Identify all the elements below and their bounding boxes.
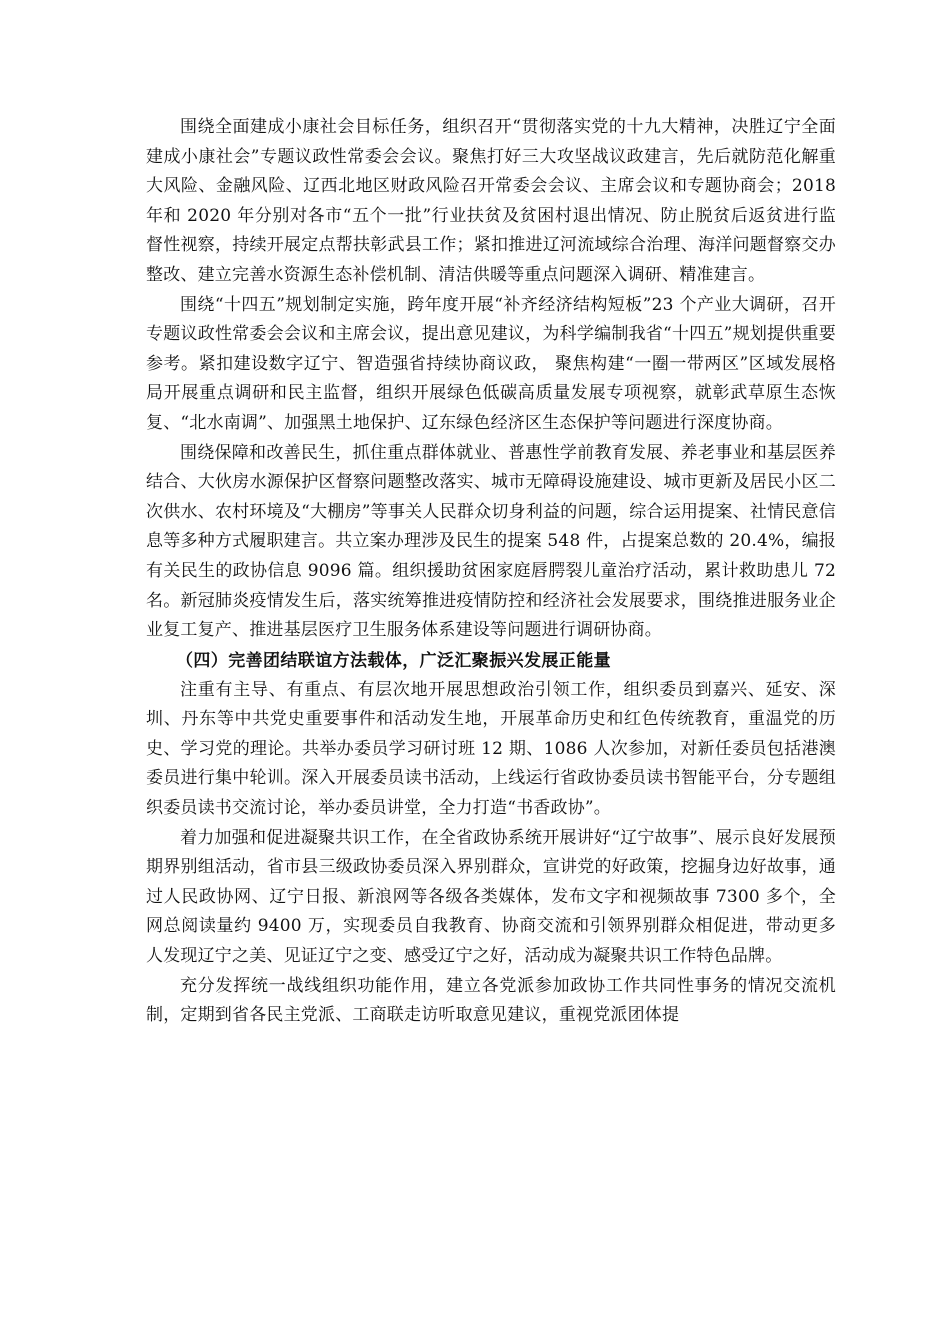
document-body <box>146 113 836 1031</box>
paragraph-fourteenth-five-year-plan: 围绕“十四五”规划制定实施，跨年度开展“补齐经济结构短板”23 个产业大调研，召开专题议政性常委会会议和主席会议，提出意见建议，为科学编制我省“十四五”规划提供重要参考。紧扣建设数字辽宁、智造强省持续协商议政， 聚焦构建“一圈一带两区”区域发展格局开展重点调研和民主监督，组织开展绿色低碳高质量发展专项视察，就彰武草原生态恢复、“北水南调”、加强黑土地保护、辽东绿色经济区生态保护等问题进行深度协商。 <box>146 294 836 433</box>
paragraph-united-front: 充分发挥统一战线组织功能作用，建立各党派参加政协工作共同性事务的情况交流机制，定期到省各民主党派、工商联走访听取意见建议，重视党派团体提 <box>146 975 836 1026</box>
paragraph-xiaokang: 围绕全面建成小康社会目标任务，组织召开“贯彻落实党的十九大精神，决胜辽宁全面建成小康社会”专题议政性常委会会议。聚焦打好三大攻坚战议政建言，先后就防范化解重大风险、金融风险、辽西北地区财政风险召开常委会会议、主席会议和专题协商会；2018 年和 2020 年分别对各市“五个一批”行业扶贫及贫困村退出情况、防止脱贫后返贫进行监督性视察，持续开展定点帮扶彰武县工作；紧扣推进辽河流域综合治理、海洋问题督察交办整改、建立完善水资源生态补偿机制、清洁供暖等重点问题深入调研、精准建言。 <box>146 117 836 285</box>
paragraph-political-guidance: 注重有主导、有重点、有层次地开展思想政治引领工作，组织委员到嘉兴、延安、深圳、丹东等中共党史重要事件和活动发生地，开展革命历史和红色传统教育，重温党的历史、学习党的理论。共举办委员学习研讨班 12 期、1086 人次参加，对新任委员包括港澳委员进行集中轮训。深入开展委员读书活动，上线运行省政协委员读书智能平台，分专题组织委员读书交流讨论，举办委员讲堂，全力打造“书香政协”。 <box>146 679 836 819</box>
section-heading: （四）完善团结联谊方法载体，广泛汇聚振兴发展正能量 <box>176 650 611 671</box>
paragraph-livelihood: 围绕保障和改善民生，抓住重点群体就业、普惠性学前教育发展、养老事业和基层医养结合、大伙房水源保护区督察问题整改落实、城市无障碍设施建设、城市更新及居民小区二次供水、农村环境及“大棚房”等事关人民群众切身利益的问题，综合运用提案、社情民意信息等多种方式履职建言。共立案办理涉及民生的提案 548 件，占提案总数的 20.4%，编报有关民生的政协信息 9096 篇。组织援助贫困家庭唇腭裂儿童治疗活动，累计救助患儿 72 名。新冠肺炎疫情发生后，落实统筹推进疫情防控和经济社会发展要求，围绕推进服务业企业复工复产、推进基层医疗卫生服务体系建设等问题进行调研协商。 <box>146 442 836 641</box>
paragraph-consensus-building: 着力加强和促进凝聚共识工作，在全省政协系统开展讲好“辽宁故事”、展示良好发展预期界别组活动，省市县三级政协委员深入界别群众，宣讲党的好政策，挖掘身边好故事，通过人民政协网、辽宁日报、新浪网等各级各类媒体，发布文字和视频故事 7300 多个，全网总阅读量约 9400 万，实现委员自我教育、协商交流和引领界别群众相促进，带动更多人发现辽宁之美、见证辽宁之变、感受辽宁之好，活动成为凝聚共识工作特色品牌。 <box>146 827 836 967</box>
